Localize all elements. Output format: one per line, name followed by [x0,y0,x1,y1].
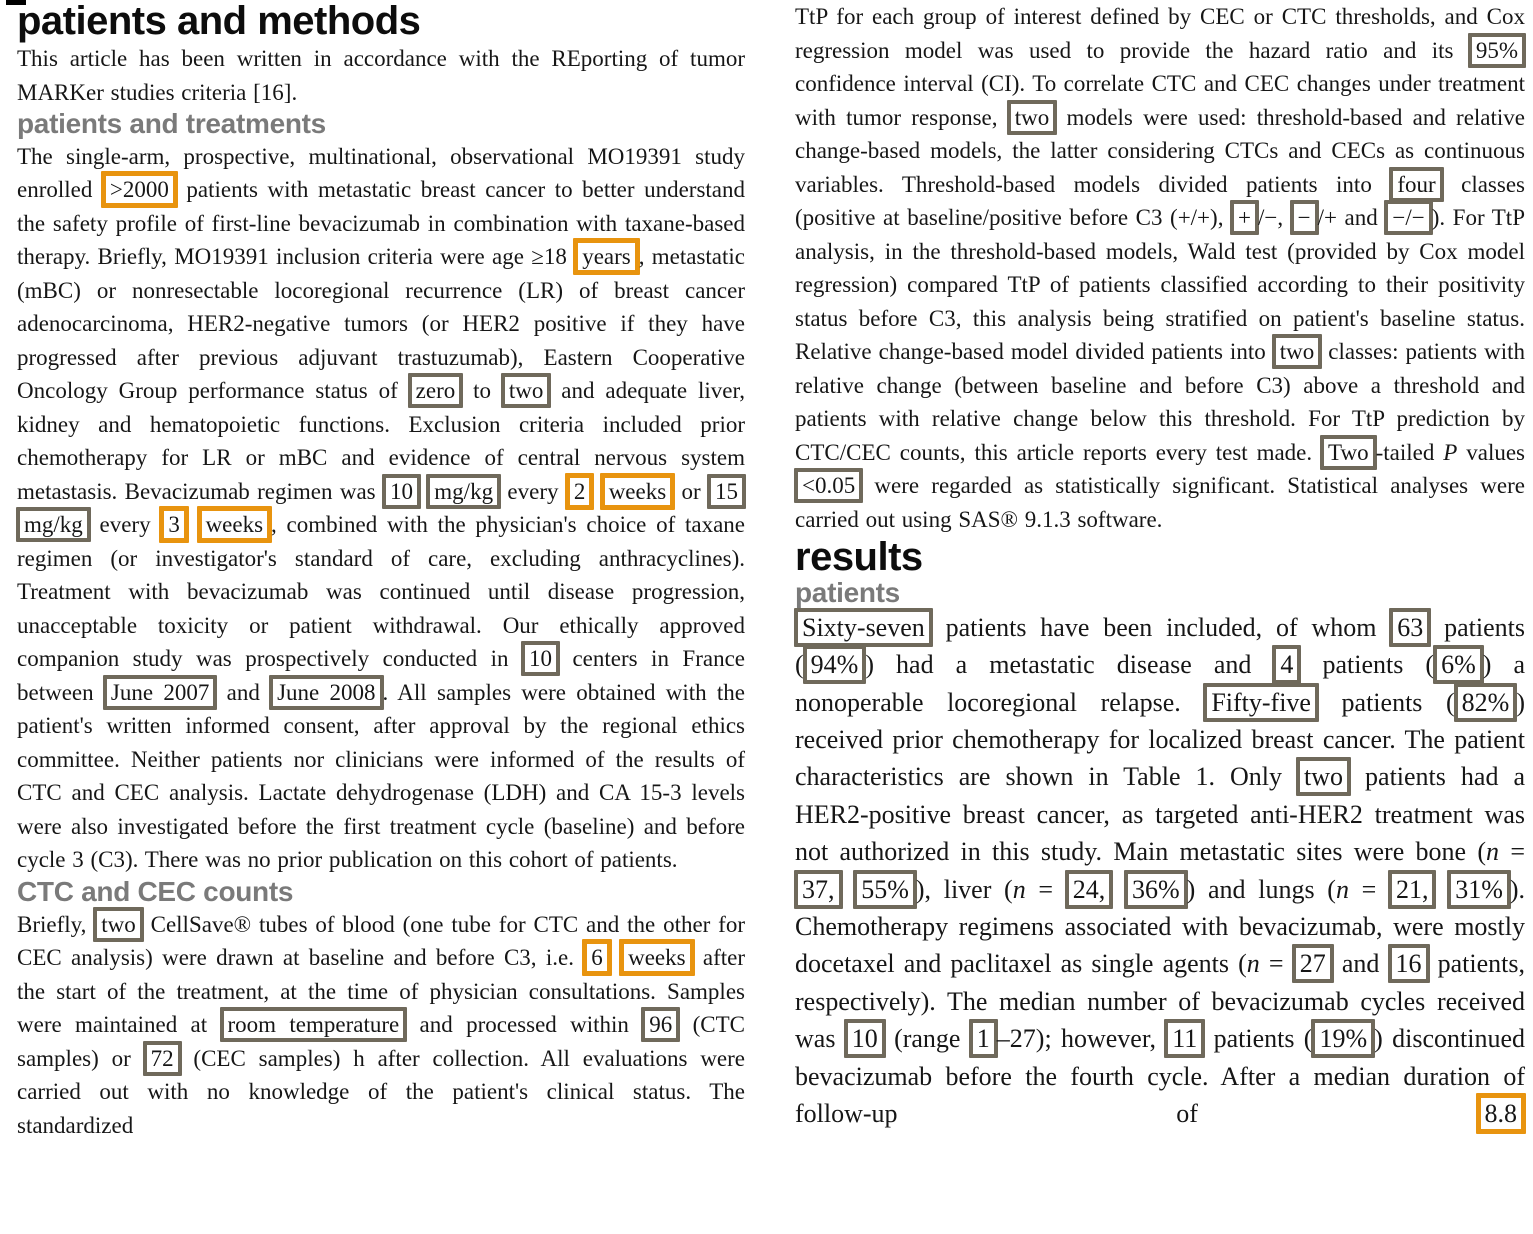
text-run: values [1457,439,1525,465]
annotation-box-gray: + [1230,200,1259,235]
text-run: confidence interval (CI). To correlate CTC and CEC changes under treatment with tumor response, [795,71,1525,130]
annotation-box-gray: two [1007,100,1058,135]
annotation-box-gray: 96 [641,1007,680,1042]
annotation-box-gray: room temperature [220,1007,408,1042]
text-run: = [1499,837,1526,867]
text-run: or [674,478,709,504]
text-run: Briefly, [17,911,95,937]
paragraph-remark-criteria [17,42,745,109]
text-run: patients had a HER2-positive breast cancer, as targeted anti-HER2 treatment was not authorized in this study. Main metastatic sites were bone ( [795,762,1525,867]
text-run: ) a nonoperable locoregional relapse. [795,650,1525,717]
annotation-box-gray: 10 [521,641,560,676]
text-run: patients ( [1204,1024,1313,1054]
annotation-box-gray: 24, [1065,870,1114,909]
paragraph-results-patients [795,609,1525,1133]
text-run: every [89,512,161,538]
text-run: patients ( [795,612,1525,680]
annotation-box-gray: <0.05 [794,468,863,503]
text-run: –27); however, [996,1024,1166,1054]
annotation-box-gray: zero [408,373,464,408]
text-run: n [1246,949,1260,979]
annotation-box-gray: two [501,373,552,408]
annotation-box-orange: weeks [600,473,675,510]
text-run: ). For TtP analysis, in the threshold-based models, Wald test (provided by Cox model regression) compared TtP of patients classified according to their positivity status before C3, this analysis being stratified on patient's baseline status. Relative change-based model divided patients into [795,205,1525,364]
text-run: /+ and [1317,205,1386,230]
text-run: and [1332,949,1389,979]
text-run: , combined with the physician's choice of taxane regimen (or investigator's standard of care, excluding anthracyclines). Treatment with bevacizumab was continued until disease progression, unacceptable toxicity or patient withdrawal. Our ethically approved companion study was prospectively conducted in [17,512,746,672]
paragraph-statistical-methods [795,0,1525,536]
subsection-heading-patients: patients [795,577,900,608]
annotation-box-gray: 16 [1388,944,1430,983]
text-run: after the start of the treatment, at the time of physician consultations. Samples were maintained at [17,945,745,1038]
text-run: (range [884,1024,970,1054]
annotation-box-gray: June 2007 [103,675,217,710]
annotation-box-gray: 63 [1389,608,1431,647]
annotation-box-orange: >2000 [101,171,178,208]
annotation-box-gray: 4 [1272,645,1301,684]
annotation-box-gray: two [1296,757,1351,796]
text-run: were regarded as statistically significant. Statistical analyses were carried out using SAS® 9.1.3 software. [795,473,1525,532]
annotation-box-gray: 10 [844,1019,886,1058]
text-run: , metastatic (mBC) or nonresectable locoregional recurrence (LR) of breast cancer adenocarcinoma, HER2-negative tumors (or HER2 positive if they have progressed after previous adjuvant trastuzumab), Eastern Cooperative Oncology Group performance status of [17,244,745,404]
annotation-box-gray: 11 [1164,1019,1205,1058]
annotation-box-gray: −/− [1384,200,1432,235]
text-run: and [216,679,271,705]
text-run: classes: patients with relative change (between baseline and before C3) above a threshold and patients with relative change below this threshold. For TtP prediction by CTC/CEC counts, this article reports every test made. [795,339,1525,465]
section-heading-results: results [795,535,923,579]
text-run: TtP for each group of interest defined by CEC or CTC thresholds, and Cox regression model was used to provide the hazard ratio and its [795,4,1525,63]
text-run: P [1443,439,1458,465]
text-run: patients with metastatic breast cancer to better understand the safety profile of first-line bevacizumab in combination with taxane-based therapy. Briefly, MO19391 inclusion criteria were age ≥18 [17,177,745,270]
text-run: /−, [1257,205,1291,230]
text-run: ) received prior chemotherapy for localized breast cancer. The patient characteristics are shown in Table 1. Only [795,687,1525,792]
annotation-box-orange: weeks [619,939,694,976]
annotation-box-orange: 2 [565,473,595,510]
annotation-box-gray: June 2008 [269,675,383,710]
text-run: = [1348,874,1389,904]
subsection-heading-ctc-cec-counts: CTC and CEC counts [17,875,294,907]
text-run: n [1012,874,1026,904]
annotation-box-gray: 6% [1433,645,1484,684]
text-run: ). Chemotherapy regimens associated with bevacizumab, were mostly docetaxel and paclitaxel as single agents ( [795,874,1526,979]
text-run: to [462,378,502,404]
annotation-box-gray: − [1290,200,1319,235]
annotation-box-orange: years [573,238,640,275]
text-run: classes (positive at baseline/positive before C3 (+/+), [795,171,1525,230]
annotation-box-gray: mg/kg [426,474,501,509]
text-run: ) had a metastatic disease and [865,650,1274,680]
text-run: patients ( [1317,687,1455,717]
text-run: every [500,478,566,504]
annotation-box-gray: 31% [1447,870,1511,909]
annotation-box-gray: Fifty-five [1203,683,1319,722]
text-run: models were used: threshold-based and relative change-based models, the latter considering CTCs and CECs as continuous variables. Threshold-based models divided patients into [795,104,1525,197]
text-run: n [1486,837,1500,867]
annotation-box-gray: 94% [803,645,867,684]
left-column [17,0,745,1142]
text-run: patients have been included, of whom [931,612,1391,642]
text-run: = [1025,874,1066,904]
text-run: n [1335,874,1349,904]
annotation-box-gray: 15 [707,474,746,509]
text-run: This article has been written in accordance with the REporting of tumor MARKer studies criteria [16]. [17,46,745,105]
text-run: patients, respectively). The median number of bevacizumab cycles received was [795,949,1526,1054]
text-run: (CEC samples) h after collection. All evaluations were carried out with no knowledge of the patient's clinical status. The standardized [17,1045,746,1138]
paragraph-ctc-cec-counts [17,908,745,1143]
annotation-box-gray: 82% [1454,683,1518,722]
text-run: patients ( [1300,650,1435,680]
subsection-heading-patients-and-treatments: patients and treatments [17,108,326,139]
text-run: centers in France between [17,646,746,705]
text-run: -tailed [1375,439,1444,465]
annotation-box-gray: 19% [1311,1019,1375,1058]
annotation-box-orange: 8.8 [1476,1093,1527,1134]
text-run: ), liver ( [915,874,1013,904]
annotation-box-gray: 27 [1292,944,1334,983]
annotation-box-gray: Sixty-seven [794,608,933,647]
annotation-box-gray: 95% [1468,33,1526,68]
text-run: ) discontinued bevacizumab before the fourth cycle. After a median duration of follow-up of [795,1024,1525,1129]
annotation-box-gray: mg/kg [16,507,91,542]
annotation-box-gray: 21, [1388,870,1437,909]
text-run: (CTC samples) or [17,1012,745,1071]
annotation-box-gray: 55% [853,870,917,909]
text-run: and processed within [406,1012,643,1038]
annotation-box-gray: two [1272,334,1323,369]
annotation-box-orange: 3 [159,506,189,543]
text-run: and adequate liver, kidney and hematopoietic functions. Exclusion criteria included prior chemotherapy for LR or mBC and evidence of central nervous system metastasis. Bevacizumab regimen was [17,378,745,504]
annotation-box-gray: two [93,907,144,942]
text-run: . All samples were obtained with the patient's written informed consent, after approval by the regional ethics committee. Neither patients nor clinicians were informed of the results of CTC and CEC analysis. Lactate dehydrogenase (LDH) and CA 15-3 levels were also investigated before the first treatment cycle (baseline) and before cycle 3 (C3). There was no prior publication on this cohort of patients. [17,679,745,873]
annotation-box-gray: 10 [382,474,421,509]
text-run: The single-arm, prospective, multinational, observational MO19391 study enrolled [17,143,745,203]
annotation-box-gray: Two [1320,435,1377,470]
paragraph-patients-and-treatments [17,140,745,877]
annotation-box-orange: 6 [582,939,612,976]
annotation-box-gray: 37, [794,870,843,909]
text-run: CellSave® tubes of blood (one tube for CTC and the other for CEC analysis) were drawn at baseline and before C3, i.e. [17,911,746,971]
annotation-box-orange: weeks [197,506,272,543]
section-heading-patients-and-methods: patients and methods [17,0,421,43]
text-run: = [1259,949,1293,979]
right-column [795,0,1525,1132]
annotation-box-gray: 36% [1124,870,1188,909]
annotation-box-gray: 72 [143,1041,182,1076]
annotation-box-gray: 1 [969,1019,998,1058]
annotation-box-gray: four [1389,167,1443,202]
text-run: ) and lungs ( [1186,874,1336,904]
